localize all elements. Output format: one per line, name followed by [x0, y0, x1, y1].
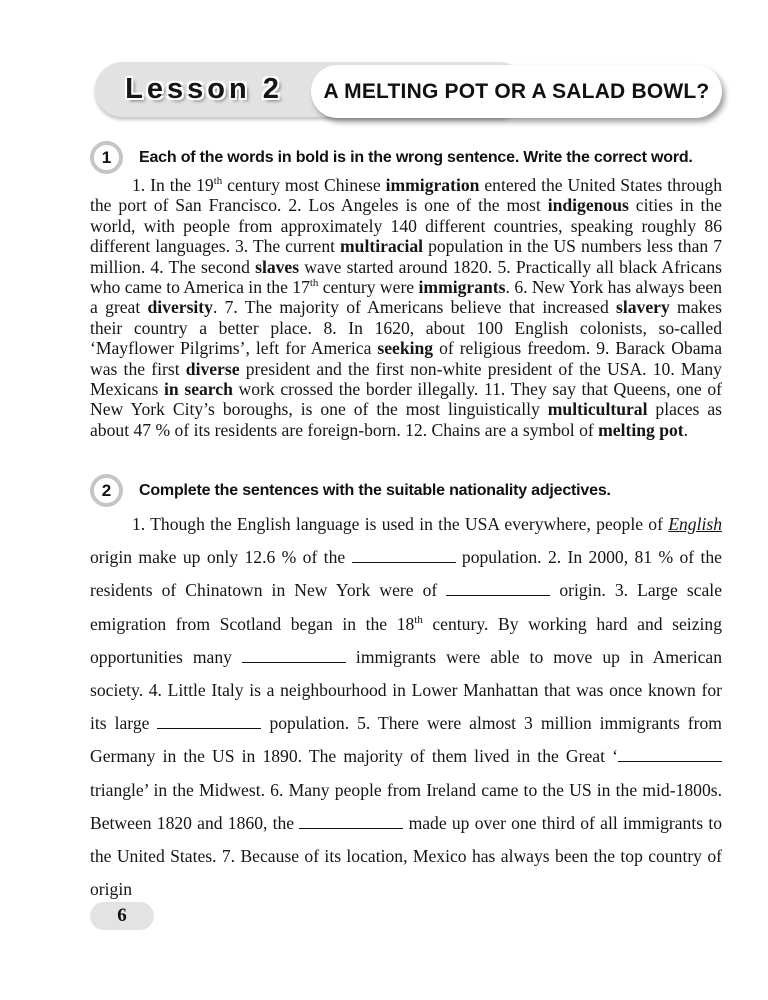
text-segment: 1. Though the English language is used in the USA everywhere, people of [132, 514, 669, 534]
text-segment: entered the United States through the port of San Francisco. 2. Los Angeles is one of the most [90, 175, 722, 216]
fill-in-blank-line [299, 826, 403, 829]
text-segment: in search [164, 379, 233, 400]
fill-in-blank-line [157, 726, 261, 729]
fill-in-blank-line [618, 759, 722, 762]
text-segment: century. By working hard and seizing opportunities many [90, 613, 722, 667]
exercise-2-heading [90, 474, 730, 507]
text-segment: 1. In the 19 [132, 175, 214, 195]
text-segment: th [309, 277, 319, 290]
text-segment: immigration [385, 175, 480, 195]
text-segment: multicultural [547, 399, 648, 420]
text-segment: wave started around 1820. 5. Practically all black Africans who came to America in the 17 [90, 256, 722, 298]
text-segment: triangle’ in the Midwest. 6. Many people from Ireland came to the US in the mid-1800s. Between 1820 and 1860, the [90, 779, 722, 833]
lesson-title: A MELTING POT OR A SALAD BOWL? [323, 79, 710, 103]
exercise-2-instruction: Complete the sentences with the suitable nationality adjectives. [139, 481, 611, 499]
text-segment: . 6. New York has always been a great [90, 277, 723, 318]
text-segment: indigenous [547, 195, 629, 216]
text-segment: diverse [185, 358, 240, 379]
text-segment: population. 2. In 2000, 81 % of the residents of Chinatown in New York were of [90, 547, 722, 601]
page-number-badge [90, 902, 154, 930]
text-segment: slavery [616, 297, 670, 318]
exercise-2-number-circle [90, 474, 123, 507]
text-segment: . [683, 419, 689, 440]
exercise-1-paragraph [90, 175, 722, 440]
text-segment: work crossed the border illegally. 11. They say that Queens, one of New York City’s boroughs, is one of the most linguistically [90, 379, 723, 420]
text-segment: made up over one third of all immigrants to the United States. 7. Because of its location, Mexico has always been the top country of origin [90, 812, 722, 900]
text-segment: of religious freedom. 9. Barack Obama was the first [90, 338, 723, 379]
text-segment: president and the first non-white president of the USA. 10. Many Mexicans [90, 358, 722, 400]
text-segment: cities in the world, with people from approximately 140 different countries, speaking roughly 86 different languages. 3. The current [90, 195, 722, 257]
text-segment: immigrants were able to move up in American society. 4. Little Italy is a neighbourhood in Lower Manhattan that was once known for its large [90, 646, 722, 734]
text-segment: century most Chinese [222, 175, 386, 195]
text-segment: century were [318, 277, 419, 298]
page-number: 6 [117, 905, 127, 926]
fill-in-blank-line [242, 660, 346, 663]
exercise-2-number: 2 [101, 480, 112, 500]
text-segment: th [414, 613, 423, 626]
text-segment: diversity [147, 297, 213, 318]
exercise-2-paragraph [90, 508, 722, 906]
fill-in-blank-line [446, 593, 550, 596]
text-segment: . 7. The majority of Americans believe that increased [212, 297, 617, 318]
exercise-1-number-circle [90, 141, 123, 174]
exercise-1-instruction: Each of the words in bold is in the wrong sentence. Write the correct word. [139, 148, 693, 166]
text-segment: multiracial [340, 236, 424, 257]
lesson-header [95, 62, 722, 120]
exercise-1-number: 1 [101, 147, 112, 167]
text-segment: origin make up only 12.6 % of the [90, 547, 352, 568]
text-segment: English [668, 514, 722, 534]
lesson-label: Lesson 2 [125, 73, 283, 105]
text-segment: melting pot [598, 419, 684, 440]
text-segment: immigrants [418, 277, 506, 298]
text-segment: places as about 47 % of its residents are foreign-born. 12. Chains are a symbol of [90, 399, 722, 440]
text-segment: th [213, 175, 223, 188]
exercise-1-heading [90, 141, 730, 174]
text-segment: origin. 3. Large scale emigration from Scotland began in the 18 [90, 580, 722, 634]
lesson-title-pill [311, 65, 722, 118]
text-segment: slaves [255, 256, 300, 277]
text-segment: seeking [377, 338, 434, 359]
text-segment: population in the US numbers less than 7 million. 4. The second [90, 236, 722, 277]
text-segment: makes their country a better place. 8. In 1620, about 100 English colonists, so-called ‘Mayflower Pilgrims’, left for America [90, 297, 722, 359]
text-segment: population. 5. There were almost 3 million immigrants from Germany in the US in 1890. The majority of them lived in the Great ‘ [90, 713, 722, 767]
fill-in-blank-line [352, 560, 456, 563]
